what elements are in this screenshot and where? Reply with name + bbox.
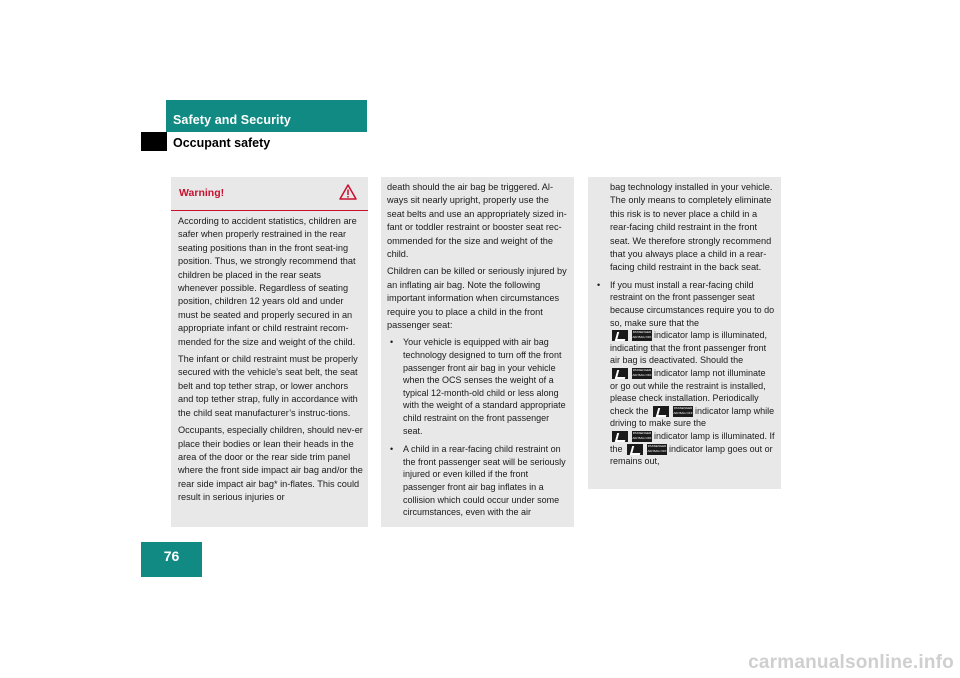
warning-paragraph-1: According to accident statistics, children are safer when properly restrained in the rear seating positions than in the front seat-ing position. Thus, we strongly recommend that children be placed in the rear seats whenever possible. Regardless of seating position, children 12 years old and under must be seated and properly secured in an appropriate infant or child restraint recom-mended for the size and weight of the child. [178, 216, 357, 347]
warning-header [171, 177, 368, 211]
warning-box [171, 177, 368, 527]
watermark: carmanualsonline.info [748, 652, 954, 673]
continued-paragraph: bag technology installed in your vehicle. The only means to completely eliminate this risk is to never place a child in a rear-facing child restraint in the front seat. We therefore strongly recommend that you always place a child in a rear-facing child restraint in the back seat. [610, 182, 773, 273]
list-item-text: If you must install a rear-facing child restraint on the front passenger seat because circumstances require you to do so, make sure that the [610, 279, 775, 328]
paragraph: death should the air bag be triggered. Al-ways sit nearly upright, properly use the seat belts and use an appropriately sized in-fant or toddler restraint or booster seat rec-ommended for the size and weight of the child. [387, 182, 567, 260]
bullet-icon: • [390, 444, 394, 455]
list-item-text: indicator lamp is illuminated. If the [610, 430, 775, 454]
list-item-text: indicator lamp is illuminated, indicating that the front passenger front air bag is deactivated. Should the [610, 330, 768, 366]
passenger-airbag-off-icon: PASSENGER AIR BAG OFF [612, 330, 652, 341]
text-column-2 [381, 177, 574, 527]
bullet-icon: • [390, 337, 394, 348]
list-item [387, 443, 568, 519]
passenger-airbag-off-icon: PASSENGER AIR BAG OFF [653, 406, 693, 417]
header-marker [141, 132, 167, 151]
warning-label: Warning! [179, 187, 225, 199]
bullet-list [594, 279, 775, 468]
paragraph: Children can be killed or seriously injured by an inflating air bag. Note the following important information when circumstances require you to place a child in the front passenger seat: [387, 266, 567, 331]
subsection-title: Occupant safety [173, 136, 271, 150]
list-item [387, 336, 568, 437]
bullet-icon: • [597, 279, 601, 290]
passenger-airbag-off-icon: PASSENGER AIR BAG OFF [612, 431, 652, 442]
list-item-text: indicator lamp while driving to make sure the [610, 405, 775, 429]
list-item-text: indicator lamp goes out or remains out, [610, 443, 773, 467]
warning-paragraph-2: The infant or child restraint must be properly secured with the vehicle’s seat belt, the seat belt and top tether strap, or lower anchors and top tether strap, fully in accordance with the child seat manufacturer’s instruc-tions. [178, 354, 358, 418]
list-item [594, 279, 775, 468]
warning-triangle-icon [339, 184, 357, 200]
text-column-3 [588, 177, 781, 489]
list-item-text: Your vehicle is equipped with air bag technology designed to turn off the front passenger front air bag in your vehicle when the OCS senses the weight of a typical 12-month-old child or less along with the weight of a standard appropriate child restraint on the front passenger seat. [403, 337, 566, 436]
list-item-text: A child in a rear-facing child restraint on the front passenger seat will be seriously injured or even killed if the front passenger front air bag inflates in a collision which could occur under some circumstances, even with the air [403, 444, 566, 518]
bullet-list [387, 336, 568, 518]
list-item-text: indicator lamp not illuminate or go out while the restraint is installed, please check installation. Periodically check the [610, 368, 766, 416]
warning-paragraph-3: Occupants, especially children, should nev-er place their bodies or lean their heads in the area of the door or the rear side trim panel where the front side impact air bag and/or the rear side impact air bag* in-flates. This could result in serious injuries or [178, 425, 363, 503]
section-title: Safety and Security [173, 113, 291, 127]
page-number: 76 [141, 542, 202, 577]
passenger-airbag-off-icon: PASSENGER AIR BAG OFF [627, 444, 667, 455]
passenger-airbag-off-icon: PASSENGER AIR BAG OFF [612, 368, 652, 379]
